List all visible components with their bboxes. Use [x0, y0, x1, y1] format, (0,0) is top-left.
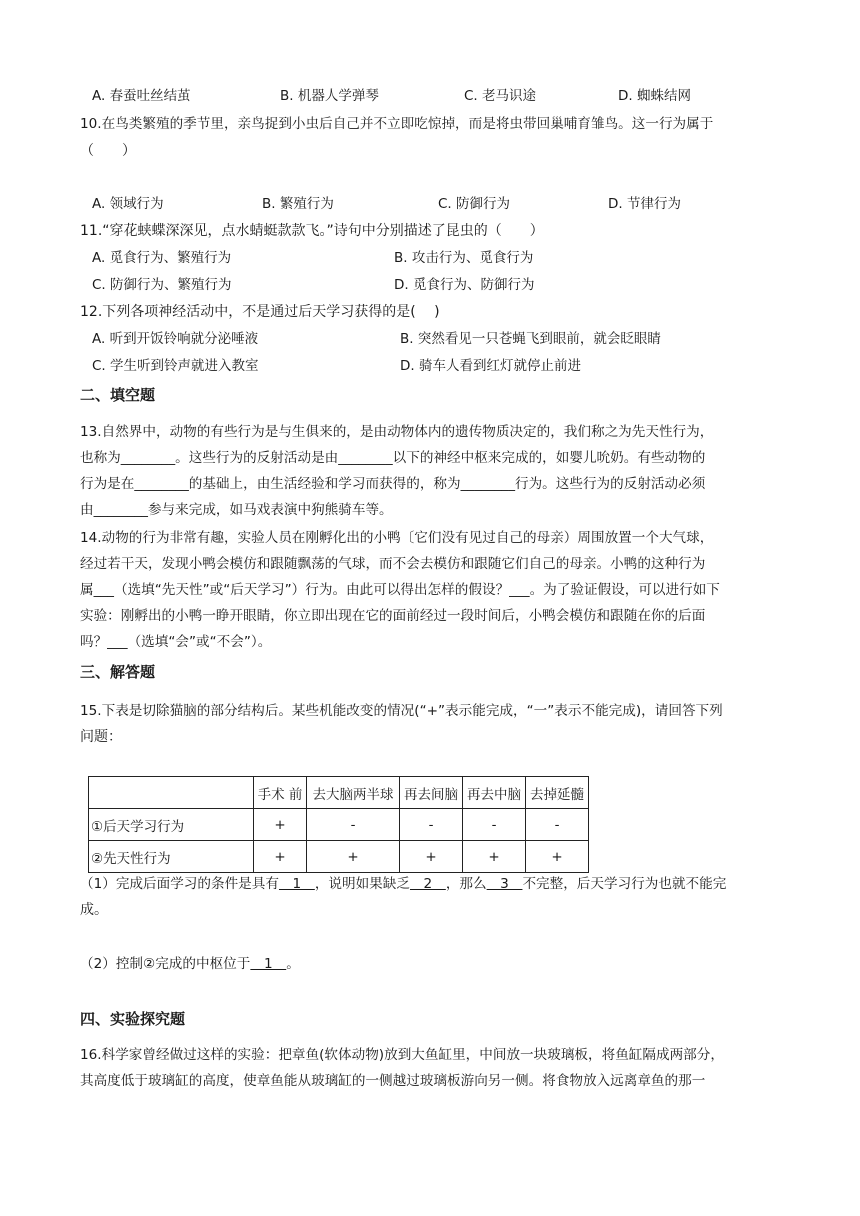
q14-line3: 属___（选填“先天性”或“后天学习”）行为。由此可以得出怎样的假设？___。为了验证假设，可以进行如下	[80, 582, 720, 598]
q13-line3: 行为是在________的基础上，由生活经验和学习而获得的，称为________行为。这些行为的反射活动必须	[80, 476, 706, 492]
q15-sub1-line2: 成。	[80, 902, 108, 918]
table-cell: -	[400, 809, 463, 841]
q10-option-c: C. 防御行为	[438, 196, 511, 212]
table-cell: -	[526, 809, 589, 841]
table-cell: +	[254, 809, 307, 841]
q11-option-b: B. 攻击行为、觅食行为	[394, 250, 534, 266]
q11-option-c: C. 防御行为、繁殖行为	[92, 277, 232, 293]
q11-option-a: A. 觅食行为、繁殖行为	[92, 250, 232, 266]
q12-option-a: A. 听到开饭铃响就分泌唾液	[92, 331, 259, 347]
q14-line2: 经过若干天，发现小鸭会模仿和跟随飘荡的气球，而不会去模仿和跟随它们自己的母亲。小鸭的这种行为	[80, 556, 706, 572]
q16-line1: 16.科学家曾经做过这样的实验：把章鱼(软体动物)放到大鱼缸里，中间放一块玻璃板，将鱼缸隔成两部分，	[80, 1047, 724, 1063]
q13-line2: 也称为________。这些行为的反射活动是由________以下的神经中枢来完成的，如婴儿吮奶。有些动物的	[80, 450, 706, 466]
q13-line1: 13.自然界中，动物的有些行为是与生俱来的，是由动物体内的遗传物质决定的，我们称之为先天性行为，	[80, 424, 714, 440]
table-row-header: ②先天性行为	[89, 841, 254, 873]
table-row	[89, 809, 589, 841]
section-heading-answer: 三、解答题	[80, 663, 156, 681]
q9-option-c: C. 老马识途	[464, 88, 537, 104]
q11-stem: 11.“穿花蛱蝶深深见，点水蜻蜓款款飞。”诗句中分别描述了昆虫的（ ）	[80, 223, 544, 239]
q10-option-a: A. 领域行为	[92, 196, 164, 212]
q14-line5: 吗？___（选填“会”或“不会”）。	[80, 634, 272, 650]
section-heading-fill-in: 二、填空题	[80, 386, 156, 404]
q15-sub2-text: 。	[286, 956, 300, 972]
q9-option-a: A. 春蚕吐丝结茧	[92, 88, 191, 104]
table-header-cell: 手术 前	[254, 777, 307, 809]
q15-stem-line1: 15.下表是切除猫脑的部分结构后。某些机能改变的情况(“+”表示能完成，“一”表示不能完成)，请回答下列	[80, 703, 723, 719]
q10-stem-line1: 10.在鸟类繁殖的季节里，亲鸟捉到小虫后自己并不立即吃惊掉，而是将虫带回巢哺育雏鸟。这一行为属于	[80, 116, 714, 132]
table-cell: +	[400, 841, 463, 873]
table-header-cell: 去大脑两半球	[307, 777, 400, 809]
table-header-cell: 再去间脑	[400, 777, 463, 809]
table-cell: -	[463, 809, 526, 841]
q15-sub2-text: （2）控制②完成的中枢位于	[80, 956, 251, 972]
q16-line2: 其高度低于玻璃缸的高度，使章鱼能从玻璃缸的一侧越过玻璃板游向另一侧。将食物放入远离章鱼的那一	[80, 1073, 706, 1089]
table-header-cell: 再去中脑	[463, 777, 526, 809]
q14-line1: 14.动物的行为非常有趣，实验人员在刚孵化出的小鸭〔它们没有见过自己的母亲）周围放置一个大气球，	[80, 530, 714, 546]
table-cell: +	[254, 841, 307, 873]
q12-stem: 12.下列各项神经活动中，不是通过后天学习获得的是( )	[80, 304, 440, 320]
table-cell: +	[307, 841, 400, 873]
q10-option-d: D. 节律行为	[608, 196, 681, 212]
q10-stem-line2: （ ）	[80, 143, 136, 159]
q13-line4: 由________参与来完成，如马戏表演中狗熊骑车等。	[80, 502, 393, 518]
q14-line4: 实验：刚孵出的小鸭一睁开眼睛，你立即出现在它的面前经过一段时间后，小鸭会模仿和跟随在你的后面	[80, 608, 706, 624]
q15-sub1-text: ，那么	[445, 876, 487, 892]
q15-sub1-blank-2: 2	[409, 876, 446, 892]
q15-sub1-text: 不完整，后天学习行为也就不能完	[522, 876, 727, 892]
table-row	[89, 841, 589, 873]
section-heading-experiment: 四、实验探究题	[80, 1010, 186, 1028]
q15-sub1-blank-1: 1	[278, 876, 315, 892]
q15-stem-line2: 问题：	[80, 729, 122, 745]
q11-option-d: D. 觅食行为、防御行为	[394, 277, 535, 293]
q15-sub1-line1	[80, 874, 726, 894]
q15-sub1-blank-3: 3	[486, 876, 523, 892]
table-header-cell: 去掉延髓	[526, 777, 589, 809]
q10-option-b: B. 繁殖行为	[262, 196, 334, 212]
table-row-header: ①后天学习行为	[89, 809, 254, 841]
q12-option-d: D. 骑车人看到红灯就停止前进	[400, 358, 581, 374]
table-header-row	[89, 777, 589, 809]
q9-option-d: D. 蜘蛛结网	[618, 88, 691, 104]
table-header-cell	[89, 777, 254, 809]
table-cell: +	[463, 841, 526, 873]
table-cell: +	[526, 841, 589, 873]
q15-sub2	[80, 954, 300, 974]
table-cell: -	[307, 809, 400, 841]
q15-table	[88, 776, 589, 873]
q12-option-b: B. 突然看见一只苍蝇飞到眼前，就会眨眼睛	[400, 331, 661, 347]
q12-option-c: C. 学生听到铃声就进入教室	[92, 358, 259, 374]
q15-sub1-text: （1）完成后面学习的条件是具有	[80, 876, 279, 892]
q15-sub2-blank-1: 1	[250, 956, 287, 972]
q9-option-b: B. 机器人学弹琴	[280, 88, 379, 104]
q15-sub1-text: ，说明如果缺乏	[314, 876, 410, 892]
